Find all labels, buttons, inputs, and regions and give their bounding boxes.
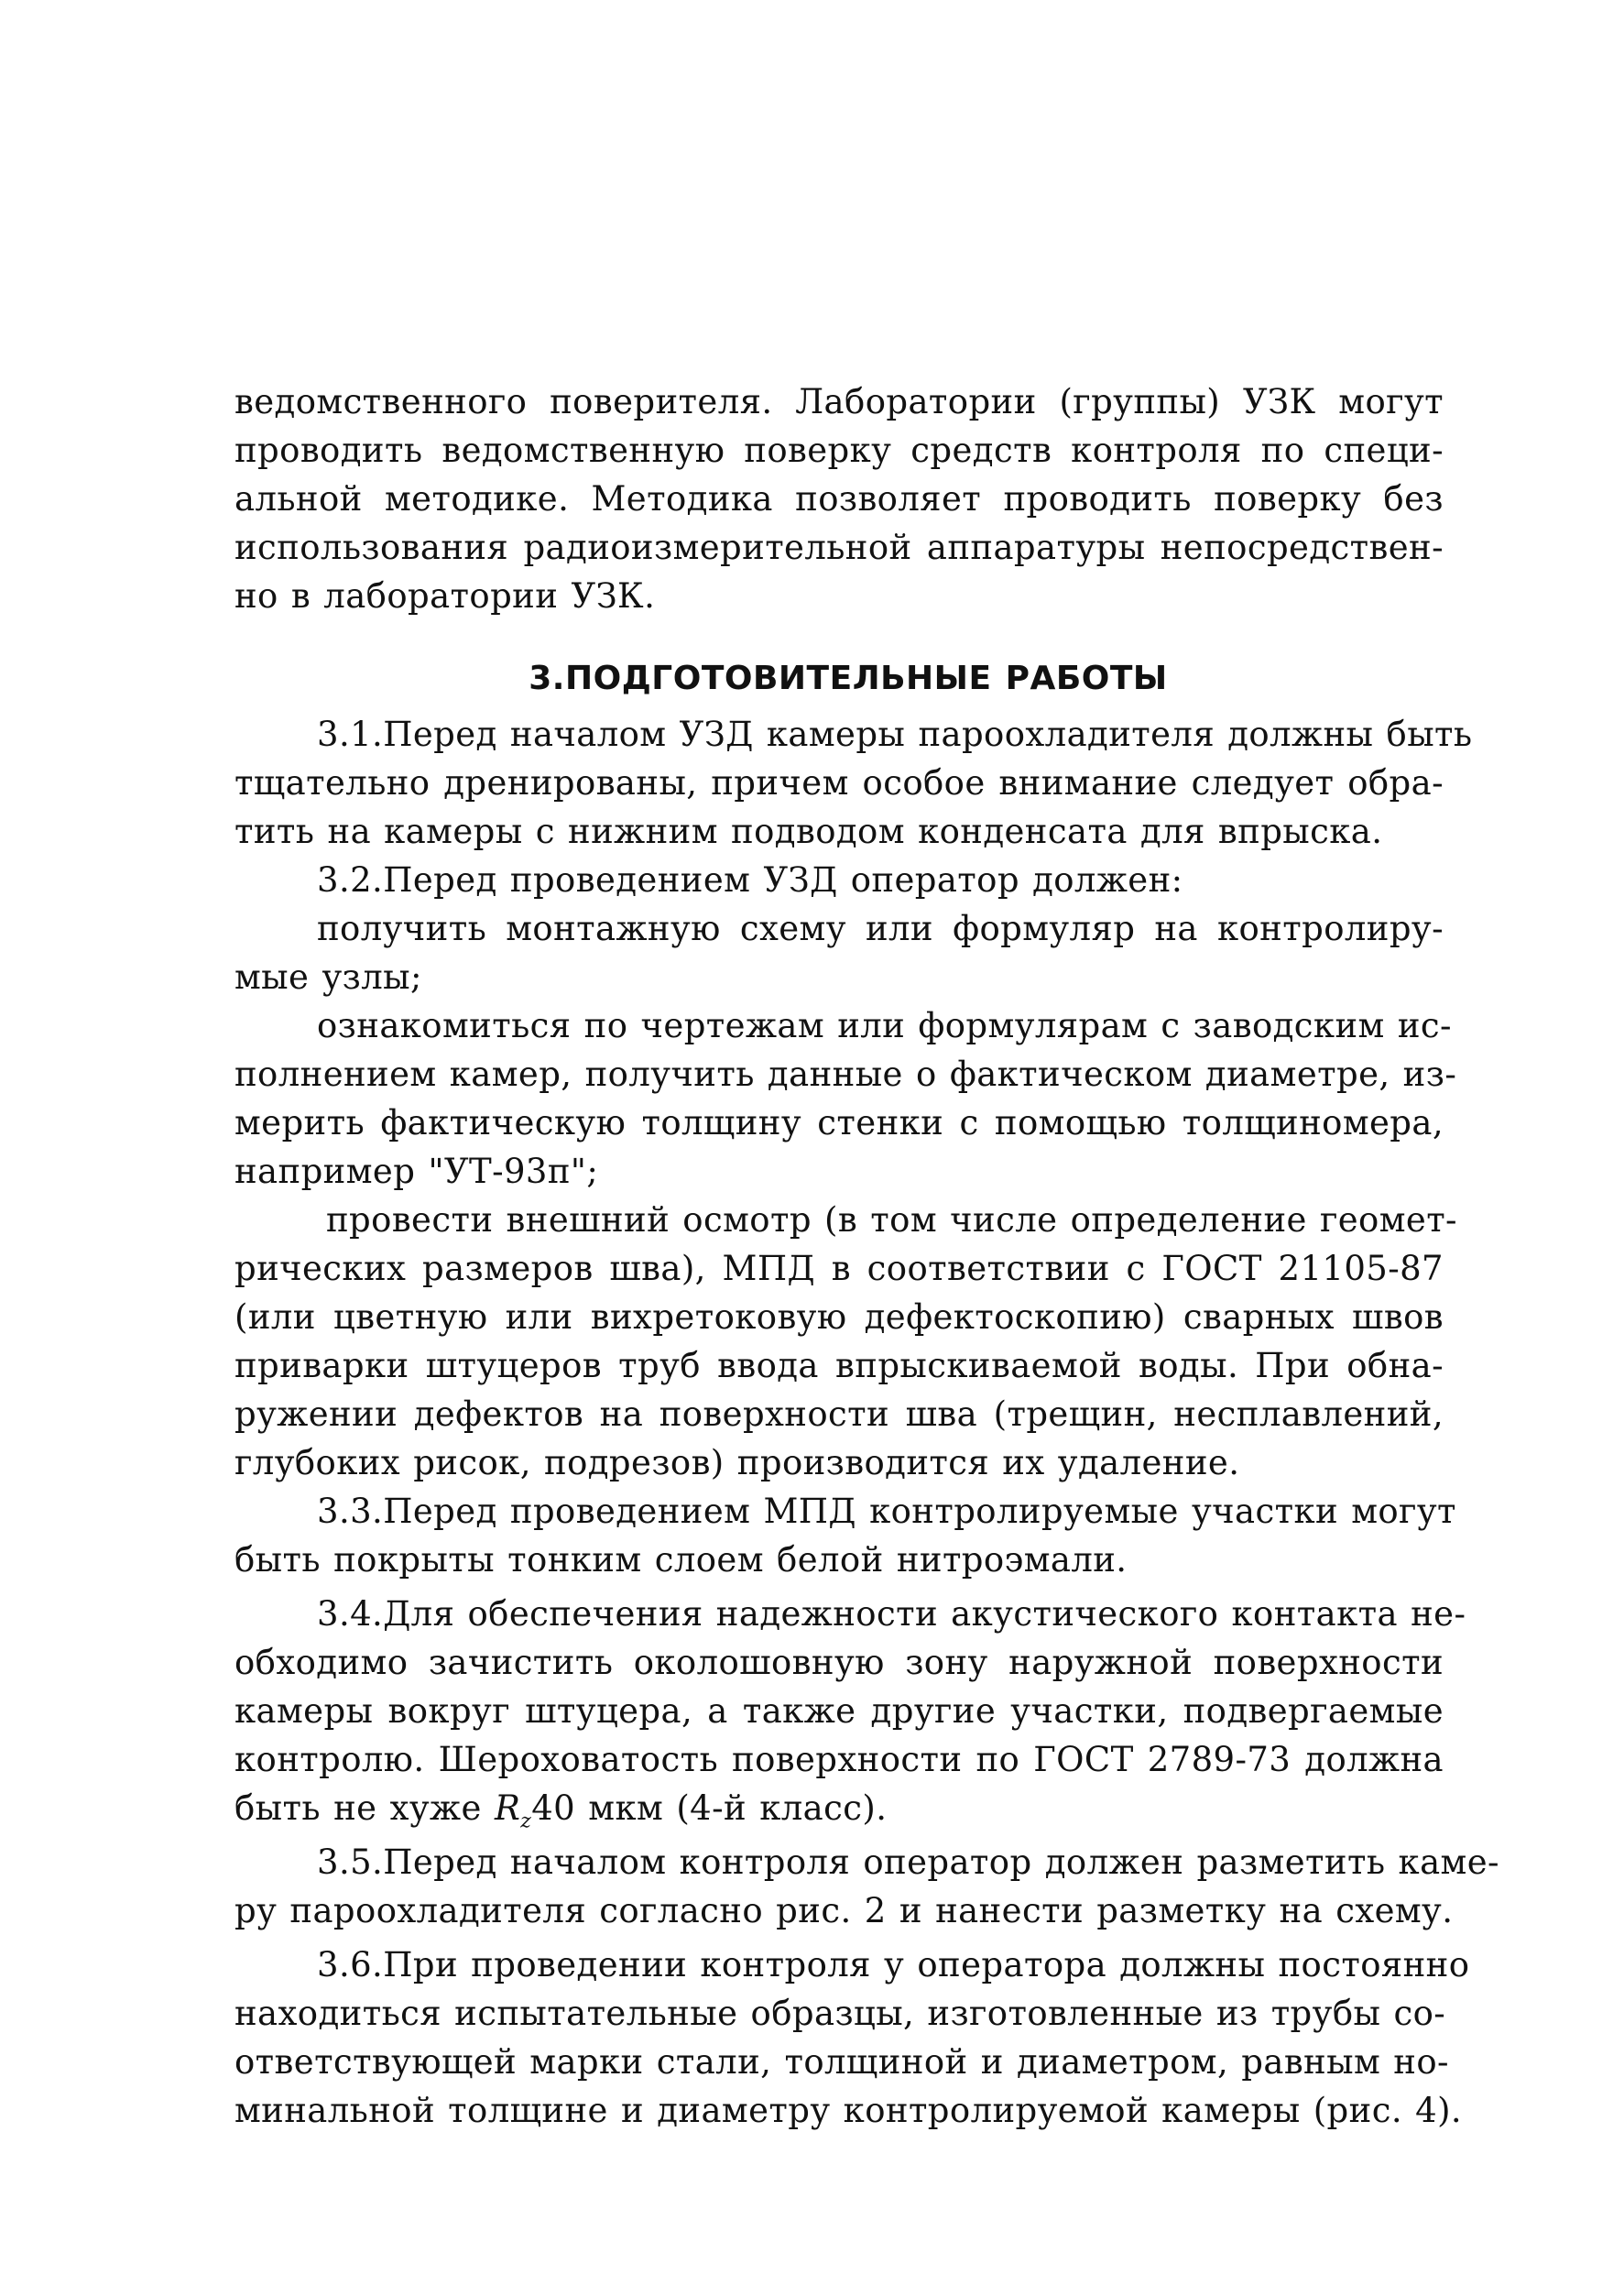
text-line: проводить ведомственную поверку средств контроля по специ- — [234, 431, 1444, 470]
text-line: ведомственного поверителя. Лаборатории (группы) УЗК могут — [234, 382, 1444, 421]
roughness-symbol: R — [494, 1788, 521, 1828]
text-line: мые узлы; — [234, 957, 422, 997]
text-line: но в лаборатории УЗК. — [234, 576, 656, 616]
text-line: ответствующей марки стали, толщиной и диаметром, равным но- — [234, 2042, 1449, 2082]
text-line: 3.1.Перед началом УЗД камеры пароохладителя должны быть — [317, 715, 1473, 754]
roughness-subscript: z — [520, 1809, 532, 1833]
paragraph-3-5 — [234, 1838, 1499, 1935]
paragraph-3-6 — [234, 1941, 1470, 2135]
text-line: глубоких рисок, подрезов) производится их удаление. — [234, 1443, 1240, 1482]
text-line: тить на камеры с нижним подводом конденсата для впрыска. — [234, 812, 1383, 851]
paragraph-3-2 — [234, 856, 1457, 1487]
text-line: тщательно дренированы, причем особое внимание следует обра- — [234, 763, 1444, 803]
text-line: использования радиоизмерительной аппаратуры непосредствен- — [234, 528, 1444, 567]
text-line: минальной толщине и диаметру контролируемой камеры (рис. 4). — [234, 2091, 1463, 2130]
text-line: например "УТ-93п"; — [234, 1152, 599, 1191]
text-line: находиться испытательные образцы, изготовленные из трубы со- — [234, 1994, 1446, 2033]
text-line: 3.3.Перед проведением МПД контролируемые участки могут — [317, 1492, 1456, 1531]
text-fragment: 40 мкм (4-й класс). — [531, 1788, 888, 1828]
text-line: быть покрыты тонким слоем белой нитроэмали. — [234, 1540, 1128, 1580]
paragraph-3-4 — [234, 1590, 1466, 1833]
text-line — [234, 1784, 1444, 1832]
text-line: 3.2.Перед проведением УЗД оператор должен: — [317, 860, 1183, 900]
text-line: 3.6.При проведении контроля у оператора должны постоянно — [317, 1945, 1470, 1984]
list-item — [234, 1001, 1457, 1196]
text-line: ознакомиться по чертежам или формулярам с заводским ис- — [317, 1006, 1452, 1045]
list-item — [234, 904, 1444, 1001]
text-fragment: быть не хуже — [234, 1788, 482, 1828]
text-line: приварки штуцеров труб ввода впрыскиваемой воды. При обна- — [234, 1346, 1444, 1385]
text-line: (или цветную или вихретоковую дефектоскопию) сварных швов — [234, 1297, 1444, 1337]
text-line: контролю. Шероховатость поверхности по ГОСТ 2789-73 должна — [234, 1740, 1444, 1779]
text-line: 3.5.Перед началом контроля оператор должен разметить каме- — [317, 1842, 1499, 1882]
text-line: рических размеров шва), МПД в соответствии с ГОСТ 21105-87 — [234, 1249, 1444, 1288]
text-line: получить монтажную схему или формуляр на контролиру- — [317, 909, 1444, 948]
document-page — [234, 377, 1499, 2135]
text-line: камеры вокруг штуцера, а также другие участки, подвергаемые — [234, 1691, 1444, 1731]
text-line: ружении дефектов на поверхности шва (трещин, несплавлений, — [234, 1394, 1444, 1434]
text-line: альной методике. Методика позволяет проводить поверку без — [234, 479, 1444, 519]
text-line: полнением камер, получить данные о фактическом диаметре, из- — [234, 1055, 1457, 1094]
text-line: ру пароохладителя согласно рис. 2 и нанести разметку на схему. — [234, 1891, 1454, 1930]
intro-paragraph — [234, 377, 1444, 620]
section-heading: 3.ПОДГОТОВИТЕЛЬНЫЕ РАБОТЫ — [529, 660, 1168, 697]
text-line: обходимо зачистить околошовную зону наружной поверхности — [234, 1643, 1444, 1682]
paragraph-3-1 — [234, 710, 1473, 856]
text-line: 3.4.Для обеспечения надежности акустического контакта не- — [317, 1594, 1466, 1634]
paragraph-3-3 — [234, 1487, 1456, 1584]
text-line: мерить фактическую толщину стенки с помощью толщиномера, — [234, 1103, 1444, 1143]
list-item — [234, 1196, 1457, 1487]
text-line: провести внешний осмотр (в том числе определение геомет- — [326, 1200, 1457, 1240]
